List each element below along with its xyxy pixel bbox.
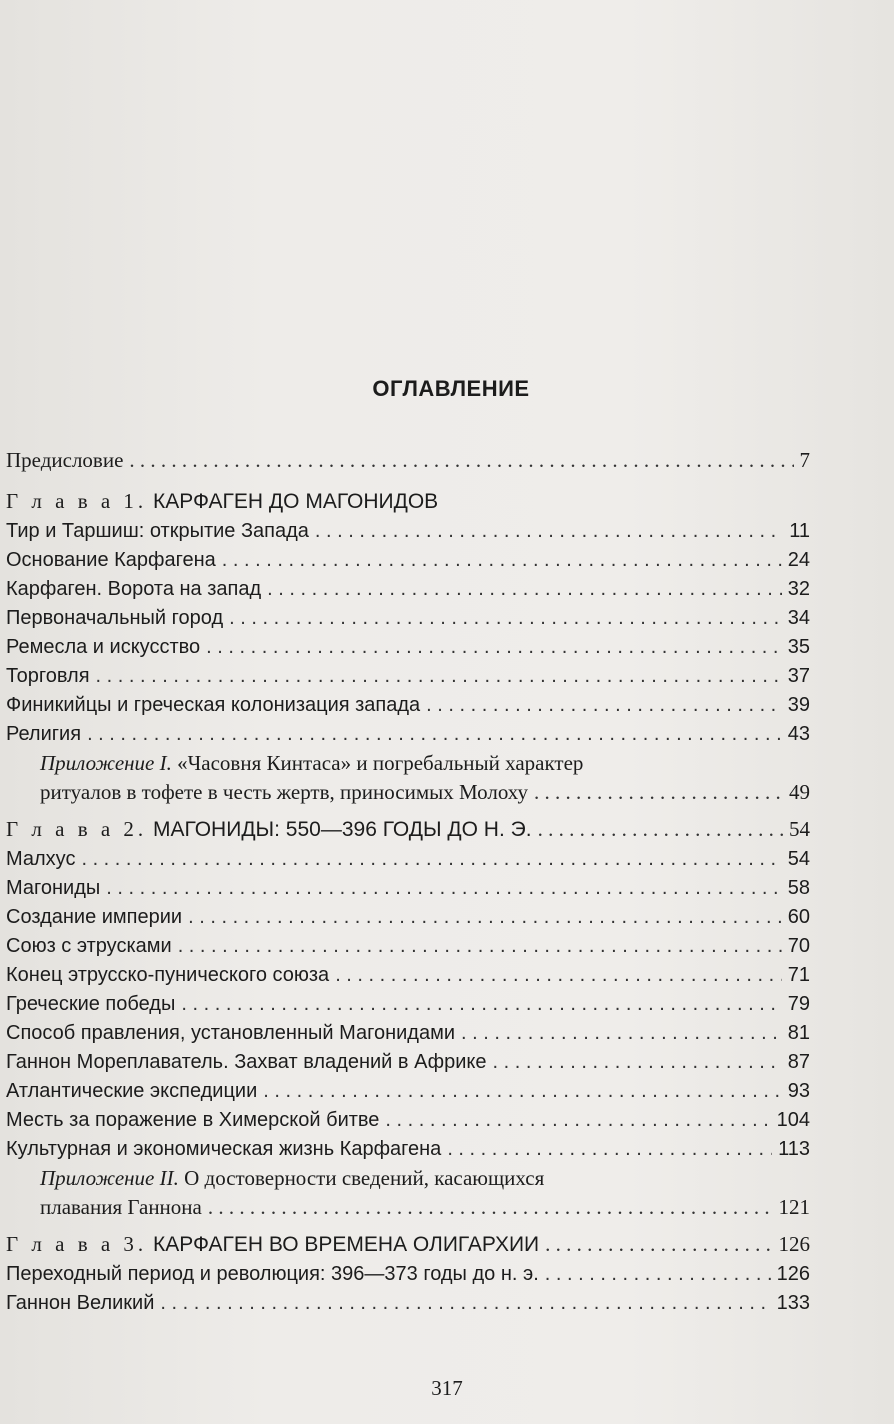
chapter-number: Г л а в а 1. bbox=[6, 489, 148, 513]
toc-page: 34 bbox=[787, 607, 810, 629]
toc-label: Основание Карфагена bbox=[6, 549, 216, 571]
toc-row bbox=[0, 1077, 894, 1106]
leader-dots bbox=[181, 990, 781, 1019]
toc-label: Предисловие bbox=[6, 448, 124, 472]
leader-dots bbox=[87, 720, 782, 749]
toc-row bbox=[0, 1289, 894, 1318]
toc-row-preface bbox=[0, 446, 894, 475]
toc-page: 71 bbox=[787, 964, 810, 986]
toc-page: 7 bbox=[799, 448, 810, 472]
toc-page: 54 bbox=[789, 817, 810, 841]
toc-label: Атлантические экспедиции bbox=[6, 1080, 258, 1102]
leader-dots bbox=[222, 546, 782, 575]
toc-row bbox=[0, 990, 894, 1019]
chapter-number: Г л а в а 2. bbox=[6, 817, 148, 841]
toc-page: 70 bbox=[787, 935, 810, 957]
leader-dots bbox=[263, 1077, 781, 1106]
toc-label: Первоначальный город bbox=[6, 607, 224, 629]
chapter-number: Г л а в а 3. bbox=[6, 1232, 148, 1256]
leader-dots bbox=[208, 1193, 773, 1222]
leader-dots bbox=[96, 662, 782, 691]
toc-label: Карфаген. Ворота на запад bbox=[6, 578, 262, 600]
appendix-prefix: Приложение II. bbox=[40, 1166, 179, 1190]
toc-label: Ганнон Мореплаватель. Захват владений в Африке bbox=[6, 1051, 487, 1073]
appendix-prefix: Приложение I. bbox=[40, 751, 172, 775]
leader-dots bbox=[545, 1260, 771, 1289]
appendix-text: «Часовня Кинтаса» и погребальный характер bbox=[177, 751, 584, 775]
toc-row bbox=[0, 575, 894, 604]
toc-label: Магониды bbox=[6, 877, 101, 899]
leader-dots bbox=[178, 932, 782, 961]
toc-page: 60 bbox=[787, 906, 810, 928]
page-number: 317 bbox=[431, 1376, 463, 1400]
leader-dots bbox=[461, 1019, 782, 1048]
chapter-title: КАРФАГЕН ВО ВРЕМЕНА ОЛИГАРХИИ bbox=[153, 1233, 540, 1256]
toc-page: 24 bbox=[787, 549, 810, 571]
toc-row bbox=[0, 720, 894, 749]
toc-row bbox=[0, 604, 894, 633]
leader-dots bbox=[534, 778, 783, 807]
leader-dots bbox=[267, 575, 782, 604]
toc-row bbox=[0, 517, 894, 546]
toc-page: 79 bbox=[787, 993, 810, 1015]
toc-row bbox=[0, 662, 894, 691]
chapter-title: МАГОНИДЫ: 550—396 ГОДЫ ДО Н. Э. bbox=[153, 818, 532, 841]
leader-dots bbox=[315, 517, 783, 546]
leader-dots bbox=[335, 961, 782, 990]
toc-row bbox=[0, 961, 894, 990]
leader-dots bbox=[538, 815, 783, 844]
toc-page: 104 bbox=[776, 1109, 810, 1131]
toc-row bbox=[0, 903, 894, 932]
toc-label: Переходный период и революция: 396—373 годы до н. э. bbox=[6, 1263, 539, 1285]
toc-page: 35 bbox=[787, 636, 810, 658]
toc-row bbox=[0, 1260, 894, 1289]
toc-label: Месть за поражение в Химерской битве bbox=[6, 1109, 380, 1131]
appendix-text: О достоверности сведений, касающихся bbox=[184, 1166, 545, 1190]
toc-label: Создание империи bbox=[6, 906, 183, 928]
toc-page: 87 bbox=[787, 1051, 810, 1073]
leader-dots bbox=[188, 903, 782, 932]
toc-label: Культурная и экономическая жизнь Карфагена bbox=[6, 1138, 442, 1160]
leader-dots bbox=[447, 1135, 772, 1164]
toc-label: Греческие победы bbox=[6, 993, 176, 1015]
leader-dots bbox=[229, 604, 782, 633]
page-title: ОГЛАВЛЕНИЕ bbox=[372, 376, 530, 401]
toc-label: Малхус bbox=[6, 848, 76, 870]
leader-dots bbox=[160, 1289, 770, 1318]
leader-dots bbox=[545, 1230, 772, 1259]
toc-label: Торговля bbox=[6, 665, 90, 687]
leader-dots bbox=[129, 446, 793, 475]
toc-page: 126 bbox=[776, 1263, 810, 1285]
toc-row bbox=[0, 633, 894, 662]
toc-page: 93 bbox=[787, 1080, 810, 1102]
chapter-heading-2 bbox=[0, 815, 894, 845]
toc-page: 81 bbox=[787, 1022, 810, 1044]
toc-page: 113 bbox=[778, 1138, 810, 1160]
leader-dots bbox=[81, 845, 781, 874]
appendix-text: плавания Ганнона bbox=[40, 1195, 202, 1219]
toc-row bbox=[0, 1019, 894, 1048]
toc-row bbox=[0, 845, 894, 874]
toc-page: 121 bbox=[778, 1195, 810, 1219]
toc-row bbox=[0, 1135, 894, 1164]
toc-label: Религия bbox=[6, 723, 82, 745]
toc-page: 49 bbox=[789, 780, 810, 804]
toc-row bbox=[0, 546, 894, 575]
toc-row bbox=[0, 1106, 894, 1135]
toc-page: 54 bbox=[787, 848, 810, 870]
toc-label: Финикийцы и греческая колонизация запада bbox=[6, 694, 421, 716]
appendix-entry-1 bbox=[0, 749, 894, 807]
leader-dots bbox=[106, 874, 782, 903]
leader-dots bbox=[206, 633, 782, 662]
toc-page: 126 bbox=[778, 1232, 810, 1256]
appendix-entry-2 bbox=[0, 1164, 894, 1222]
toc-label: Тир и Таршиш: открытие Запада bbox=[6, 520, 309, 542]
toc-page: 58 bbox=[787, 877, 810, 899]
chapter-heading-3 bbox=[0, 1230, 894, 1260]
toc-label: Ремесла и искусство bbox=[6, 636, 201, 658]
toc-label: Ганнон Великий bbox=[6, 1292, 155, 1314]
toc-label: Конец этрусско-пунического союза bbox=[6, 964, 330, 986]
toc-page: 32 bbox=[787, 578, 810, 600]
leader-dots bbox=[493, 1048, 782, 1077]
toc-page: 39 bbox=[787, 694, 810, 716]
leader-dots bbox=[426, 691, 782, 720]
table-of-contents bbox=[0, 372, 894, 1318]
toc-row bbox=[0, 932, 894, 961]
leader-dots bbox=[385, 1106, 770, 1135]
toc-page: 133 bbox=[776, 1292, 810, 1314]
toc-page: 37 bbox=[787, 665, 810, 687]
toc-label: Способ правления, установленный Магонидами bbox=[6, 1022, 456, 1044]
chapter-title: КАРФАГЕН ДО МАГОНИДОВ bbox=[153, 490, 439, 513]
toc-row bbox=[0, 1048, 894, 1077]
toc-row bbox=[0, 691, 894, 720]
appendix-text: ритуалов в тофете в честь жертв, приносимых Молоху bbox=[40, 780, 528, 804]
toc-row bbox=[0, 874, 894, 903]
toc-page: 11 bbox=[789, 520, 810, 542]
toc-page: 43 bbox=[787, 723, 810, 745]
toc-label: Союз с этрусками bbox=[6, 935, 172, 957]
chapter-heading-1 bbox=[0, 487, 894, 517]
